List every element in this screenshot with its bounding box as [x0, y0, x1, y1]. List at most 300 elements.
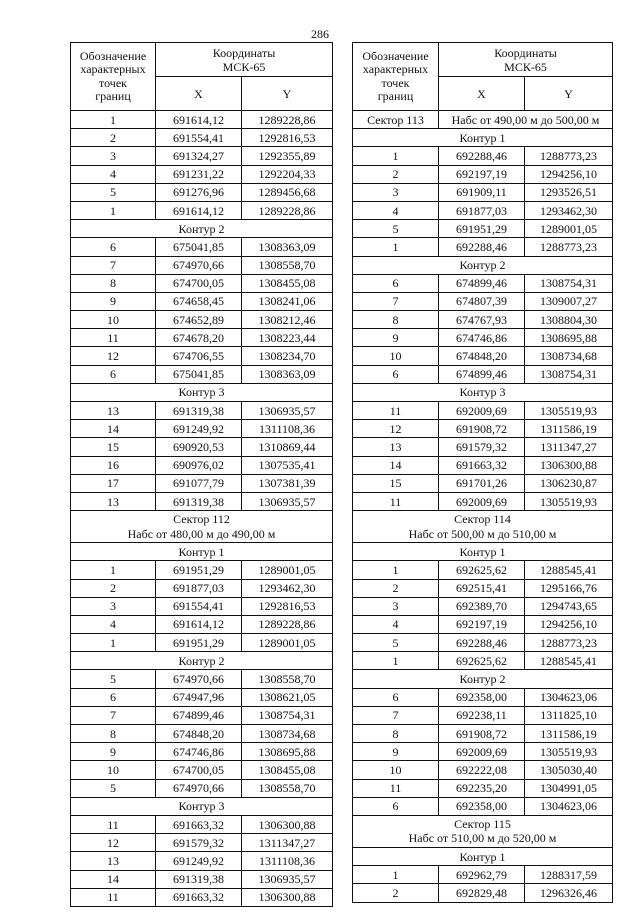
x-coordinate: 692962,79: [439, 866, 525, 884]
table-row: [71, 561, 333, 579]
section-label: [353, 670, 613, 688]
y-coordinate: 1311347,27: [525, 438, 613, 456]
y-coordinate: 1309007,27: [525, 292, 613, 310]
table-row: [71, 129, 333, 147]
y-coordinate: 1308754,31: [525, 365, 613, 383]
section-row: [71, 652, 333, 670]
x-coordinate: 691951,29: [156, 561, 242, 579]
point-number: 3: [71, 147, 156, 165]
y-coordinate: 1311108,36: [242, 420, 333, 438]
x-coordinate: 691276,96: [156, 183, 242, 201]
y-coordinate: 1308241,06: [242, 292, 333, 310]
point-number: 13: [71, 852, 156, 870]
table-row: [71, 201, 333, 219]
point-number: 17: [71, 474, 156, 492]
coordinates-header: [156, 43, 333, 77]
point-number: 6: [71, 688, 156, 706]
y-axis-header: Y: [242, 77, 333, 111]
table-row: [71, 888, 333, 906]
point-number: 11: [71, 329, 156, 347]
header-label-line: характерных: [362, 62, 429, 76]
table-row: [71, 492, 333, 510]
coordinates-table-right: [352, 42, 613, 903]
section-row: [353, 670, 613, 688]
point-number: 4: [71, 165, 156, 183]
coordinates-title-line: МСК-65: [222, 59, 266, 74]
x-coordinate: 691951,29: [439, 220, 525, 238]
table-row: [353, 147, 613, 165]
point-number: 14: [71, 420, 156, 438]
y-coordinate: 1306935,57: [242, 870, 333, 888]
section-label-line: Сектор 112: [173, 512, 230, 527]
y-coordinate: 1296326,46: [525, 884, 613, 902]
y-coordinate: 1293462,30: [242, 579, 333, 597]
y-axis-header: Y: [525, 77, 613, 111]
x-coordinate: 675041,85: [156, 365, 242, 383]
y-coordinate: 1288773,23: [525, 147, 613, 165]
y-coordinate: 1306935,57: [242, 492, 333, 510]
y-coordinate: 1295166,76: [525, 579, 613, 597]
table-row: [353, 579, 613, 597]
table-row: [71, 111, 333, 129]
section-label-line: Контур 1: [178, 544, 225, 559]
y-coordinate: 1289456,68: [242, 183, 333, 201]
table-row: [353, 311, 613, 329]
x-coordinate: 691908,72: [439, 725, 525, 743]
point-number: 11: [71, 888, 156, 906]
table-row: [353, 561, 613, 579]
y-coordinate: 1294256,10: [525, 165, 613, 183]
x-coordinate: 692288,46: [439, 634, 525, 652]
y-coordinate: 1304991,05: [525, 779, 613, 797]
table-row: [353, 743, 613, 761]
section-label-line: Набс от 480,00 м до 490,00 м: [127, 526, 276, 541]
y-coordinate: 1289228,86: [242, 201, 333, 219]
x-coordinate: 674899,46: [439, 274, 525, 292]
x-coordinate: 691614,12: [156, 201, 242, 219]
y-coordinate: 1308455,08: [242, 761, 333, 779]
section-row: [71, 797, 333, 815]
header-label-line: точек: [381, 75, 410, 90]
y-coordinate: 1308558,70: [242, 670, 333, 688]
y-coordinate: 1306300,88: [242, 815, 333, 833]
x-coordinate: 692197,19: [439, 165, 525, 183]
table-row: [71, 779, 333, 797]
table-row: [71, 438, 333, 456]
section-label-line: Контур 2: [459, 258, 506, 273]
section-row: [353, 847, 613, 865]
table-row: [353, 220, 613, 238]
x-coordinate: 691663,32: [439, 456, 525, 474]
section-label-line: Контур 3: [178, 799, 225, 814]
section-label-line: Контур 1: [459, 130, 506, 145]
x-coordinate: 674652,89: [156, 311, 242, 329]
point-number: 10: [353, 761, 439, 779]
x-coordinate: 692625,62: [439, 561, 525, 579]
y-coordinate: 1293462,30: [525, 201, 613, 219]
point-number: 2: [71, 579, 156, 597]
table-row: [71, 274, 333, 292]
section-label: [353, 847, 613, 865]
section-row: [353, 129, 613, 147]
x-coordinate: 692222,08: [439, 761, 525, 779]
y-coordinate: 1308363,09: [242, 238, 333, 256]
point-number: 4: [353, 615, 439, 633]
x-coordinate: 692358,00: [439, 797, 525, 815]
y-coordinate: 1289001,05: [242, 634, 333, 652]
y-coordinate: 1306300,88: [242, 888, 333, 906]
sector-name: Сектор 113: [353, 111, 439, 129]
point-number: 13: [71, 492, 156, 510]
y-coordinate: 1308804,30: [525, 311, 613, 329]
point-number: 16: [71, 456, 156, 474]
x-coordinate: 691877,03: [156, 579, 242, 597]
section-label-line: Набс от 500,00 м до 510,00 м: [408, 526, 557, 541]
sector-range: Набс от 490,00 м до 500,00 м: [439, 111, 613, 129]
point-number: 14: [71, 870, 156, 888]
table-row: [71, 147, 333, 165]
point-number: 1: [353, 238, 439, 256]
x-coordinate: 674678,20: [156, 329, 242, 347]
table-row: [353, 615, 613, 633]
table-row: [71, 597, 333, 615]
x-coordinate: 692288,46: [439, 238, 525, 256]
point-number: 8: [353, 725, 439, 743]
table-row: [353, 866, 613, 884]
y-coordinate: 1288545,41: [525, 652, 613, 670]
x-coordinate: 692235,20: [439, 779, 525, 797]
table-row: [71, 706, 333, 724]
table-row: [71, 725, 333, 743]
x-coordinate: 691951,29: [156, 634, 242, 652]
table-row: [71, 634, 333, 652]
y-coordinate: 1288773,23: [525, 634, 613, 652]
section-label: [353, 511, 613, 543]
point-number: 12: [71, 347, 156, 365]
x-coordinate: 691909,11: [439, 183, 525, 201]
coordinates-title-line: Координаты: [212, 45, 276, 60]
table-row: [71, 402, 333, 420]
section-label-line: Контур 1: [459, 544, 506, 559]
section-label: [353, 256, 613, 274]
section-label-line: Сектор 114: [454, 512, 511, 527]
x-coordinate: 691614,12: [156, 615, 242, 633]
point-number: 1: [71, 634, 156, 652]
section-label: [353, 543, 613, 561]
point-number: 11: [353, 492, 439, 510]
point-number: 6: [353, 688, 439, 706]
x-coordinate: 691579,32: [156, 834, 242, 852]
x-coordinate: 691614,12: [156, 111, 242, 129]
point-number: 13: [71, 402, 156, 420]
header-label-line: границ: [95, 89, 131, 103]
section-label: [71, 652, 333, 670]
point-number: 5: [353, 634, 439, 652]
table-row: [71, 292, 333, 310]
y-coordinate: 1308558,70: [242, 779, 333, 797]
x-coordinate: 691554,41: [156, 129, 242, 147]
point-number: 10: [71, 311, 156, 329]
coordinates-title-line: МСК-65: [504, 59, 547, 74]
table-row: [353, 238, 613, 256]
y-coordinate: 1308754,31: [525, 274, 613, 292]
x-coordinate: 691663,32: [156, 815, 242, 833]
y-coordinate: 1306300,88: [525, 456, 613, 474]
table-row: [71, 670, 333, 688]
y-coordinate: 1308754,31: [242, 706, 333, 724]
point-number: 1: [71, 201, 156, 219]
point-number: 10: [71, 761, 156, 779]
table-row: [353, 402, 613, 420]
x-coordinate: 692515,41: [439, 579, 525, 597]
y-coordinate: 1292816,53: [242, 129, 333, 147]
point-number: 5: [71, 779, 156, 797]
table-row: [353, 420, 613, 438]
y-coordinate: 1308734,68: [525, 347, 613, 365]
x-axis-header: X: [439, 77, 525, 111]
table-row: [71, 420, 333, 438]
table-row: [353, 456, 613, 474]
section-label: [353, 383, 613, 401]
section-row: [71, 383, 333, 401]
point-number: 3: [71, 597, 156, 615]
y-coordinate: 1292204,33: [242, 165, 333, 183]
table-row: [353, 183, 613, 201]
x-coordinate: 674746,86: [439, 329, 525, 347]
point-number: 3: [353, 597, 439, 615]
header-label-line: границ: [377, 89, 414, 103]
y-coordinate: 1308455,08: [242, 274, 333, 292]
x-coordinate: 674767,93: [439, 311, 525, 329]
section-label-line: Контур 3: [459, 385, 506, 400]
table-row: [71, 256, 333, 274]
sector-row: [353, 111, 613, 129]
y-coordinate: 1310869,44: [242, 438, 333, 456]
table-row: [71, 456, 333, 474]
table-row: [71, 615, 333, 633]
y-coordinate: 1307535,41: [242, 456, 333, 474]
point-number: 14: [353, 456, 439, 474]
x-coordinate: 692389,70: [439, 597, 525, 615]
x-coordinate: 691324,27: [156, 147, 242, 165]
point-number: 3: [353, 183, 439, 201]
table-row: [353, 706, 613, 724]
table-row: [353, 492, 613, 510]
y-coordinate: 1288773,23: [525, 238, 613, 256]
y-coordinate: 1306230,87: [525, 474, 613, 492]
section-row: [353, 815, 613, 847]
table-row: [71, 688, 333, 706]
point-number: 4: [353, 201, 439, 219]
y-coordinate: 1305030,40: [525, 761, 613, 779]
x-coordinate: 674658,45: [156, 292, 242, 310]
section-label: [71, 383, 333, 401]
section-label-line: Контур 3: [178, 385, 225, 400]
table-row: [71, 183, 333, 201]
table-row: [71, 852, 333, 870]
y-coordinate: 1308363,09: [242, 365, 333, 383]
x-coordinate: 691249,92: [156, 852, 242, 870]
table-body: [353, 43, 613, 903]
coordinates-title-line: Координаты: [494, 45, 557, 60]
section-row: [353, 383, 613, 401]
y-coordinate: 1289001,05: [242, 561, 333, 579]
x-coordinate: 691579,32: [439, 438, 525, 456]
point-number: 8: [71, 725, 156, 743]
x-coordinate: 692625,62: [439, 652, 525, 670]
point-number: 2: [71, 129, 156, 147]
section-label: [71, 797, 333, 815]
section-row: [353, 543, 613, 561]
table-row: [71, 474, 333, 492]
point-number: 13: [353, 438, 439, 456]
x-coordinate: 674700,05: [156, 274, 242, 292]
x-coordinate: 691663,32: [156, 888, 242, 906]
section-label-line: Сектор 115: [454, 816, 511, 831]
table-row: [353, 779, 613, 797]
point-number: 4: [71, 615, 156, 633]
table-row: [353, 597, 613, 615]
page-number: 286: [311, 27, 329, 41]
x-coordinate: 674848,20: [156, 725, 242, 743]
section-label-line: Контур 1: [459, 849, 506, 864]
y-coordinate: 1308621,05: [242, 688, 333, 706]
table-row: [71, 815, 333, 833]
table-row: [71, 870, 333, 888]
section-label: [353, 129, 613, 147]
point-designation-header: [71, 43, 156, 111]
x-coordinate: 692009,69: [439, 743, 525, 761]
x-coordinate: 692829,48: [439, 884, 525, 902]
point-number: 15: [353, 474, 439, 492]
point-number: 2: [353, 579, 439, 597]
point-number: 2: [353, 884, 439, 902]
y-coordinate: 1311586,19: [525, 420, 613, 438]
point-number: 1: [71, 561, 156, 579]
y-coordinate: 1311347,27: [242, 834, 333, 852]
point-number: 7: [353, 706, 439, 724]
y-coordinate: 1308223,44: [242, 329, 333, 347]
table-row: [71, 743, 333, 761]
point-number: 8: [353, 311, 439, 329]
table-body: [71, 43, 333, 907]
x-coordinate: 674746,86: [156, 743, 242, 761]
x-coordinate: 674706,55: [156, 347, 242, 365]
header-row: [353, 43, 613, 77]
point-number: 7: [353, 292, 439, 310]
table-row: [353, 165, 613, 183]
x-coordinate: 691319,38: [156, 402, 242, 420]
y-coordinate: 1294256,10: [525, 615, 613, 633]
table-row: [353, 292, 613, 310]
section-label: [71, 511, 333, 543]
y-coordinate: 1292816,53: [242, 597, 333, 615]
section-label-line: Контур 2: [178, 221, 225, 236]
x-coordinate: 691701,26: [439, 474, 525, 492]
y-coordinate: 1306935,57: [242, 402, 333, 420]
x-coordinate: 674970,66: [156, 779, 242, 797]
y-coordinate: 1308695,88: [525, 329, 613, 347]
table-row: [71, 579, 333, 597]
table-row: [71, 347, 333, 365]
x-coordinate: 674700,05: [156, 761, 242, 779]
y-coordinate: 1307381,39: [242, 474, 333, 492]
point-number: 6: [353, 365, 439, 383]
x-axis-header: X: [156, 77, 242, 111]
table-row: [353, 634, 613, 652]
table-row: [353, 274, 613, 292]
section-row: [353, 511, 613, 543]
point-number: 8: [71, 274, 156, 292]
x-coordinate: 692197,19: [439, 615, 525, 633]
y-coordinate: 1308734,68: [242, 725, 333, 743]
x-coordinate: 690920,53: [156, 438, 242, 456]
x-coordinate: 691319,38: [156, 492, 242, 510]
x-coordinate: 690976,02: [156, 456, 242, 474]
point-number: 11: [353, 779, 439, 797]
table-row: [71, 329, 333, 347]
y-coordinate: 1305519,93: [525, 402, 613, 420]
table-row: [353, 688, 613, 706]
coordinates-header: [439, 43, 613, 77]
point-number: 1: [353, 866, 439, 884]
table-row: [71, 834, 333, 852]
section-row: [353, 256, 613, 274]
y-coordinate: 1292355,89: [242, 147, 333, 165]
section-row: [71, 220, 333, 238]
table-row: [71, 238, 333, 256]
point-number: 2: [353, 165, 439, 183]
coordinates-table-left: [70, 42, 333, 907]
x-coordinate: 692288,46: [439, 147, 525, 165]
point-number: 5: [71, 670, 156, 688]
table-row: [71, 761, 333, 779]
x-coordinate: 692009,69: [439, 492, 525, 510]
table-row: [353, 761, 613, 779]
table-row: [71, 311, 333, 329]
header-row: [71, 43, 333, 77]
table-row: [353, 201, 613, 219]
point-number: 5: [353, 220, 439, 238]
table-row: [353, 652, 613, 670]
x-coordinate: 692358,00: [439, 688, 525, 706]
point-number: 1: [71, 111, 156, 129]
section-row: [71, 511, 333, 543]
point-number: 7: [71, 256, 156, 274]
point-designation-header: [353, 43, 439, 111]
point-number: 1: [353, 147, 439, 165]
table-row: [353, 347, 613, 365]
point-number: 9: [71, 292, 156, 310]
x-coordinate: 674899,46: [439, 365, 525, 383]
point-number: 11: [353, 402, 439, 420]
point-number: 15: [71, 438, 156, 456]
section-label-line: Контур 2: [178, 653, 225, 668]
point-number: 6: [71, 238, 156, 256]
point-number: 11: [71, 815, 156, 833]
point-number: 7: [71, 706, 156, 724]
x-coordinate: 674970,66: [156, 256, 242, 274]
point-number: 6: [353, 797, 439, 815]
table-row: [353, 474, 613, 492]
y-coordinate: 1289228,86: [242, 111, 333, 129]
point-number: 9: [353, 329, 439, 347]
y-coordinate: 1311108,36: [242, 852, 333, 870]
point-number: 9: [71, 743, 156, 761]
point-number: 9: [353, 743, 439, 761]
table-row: [353, 797, 613, 815]
y-coordinate: 1305519,93: [525, 743, 613, 761]
